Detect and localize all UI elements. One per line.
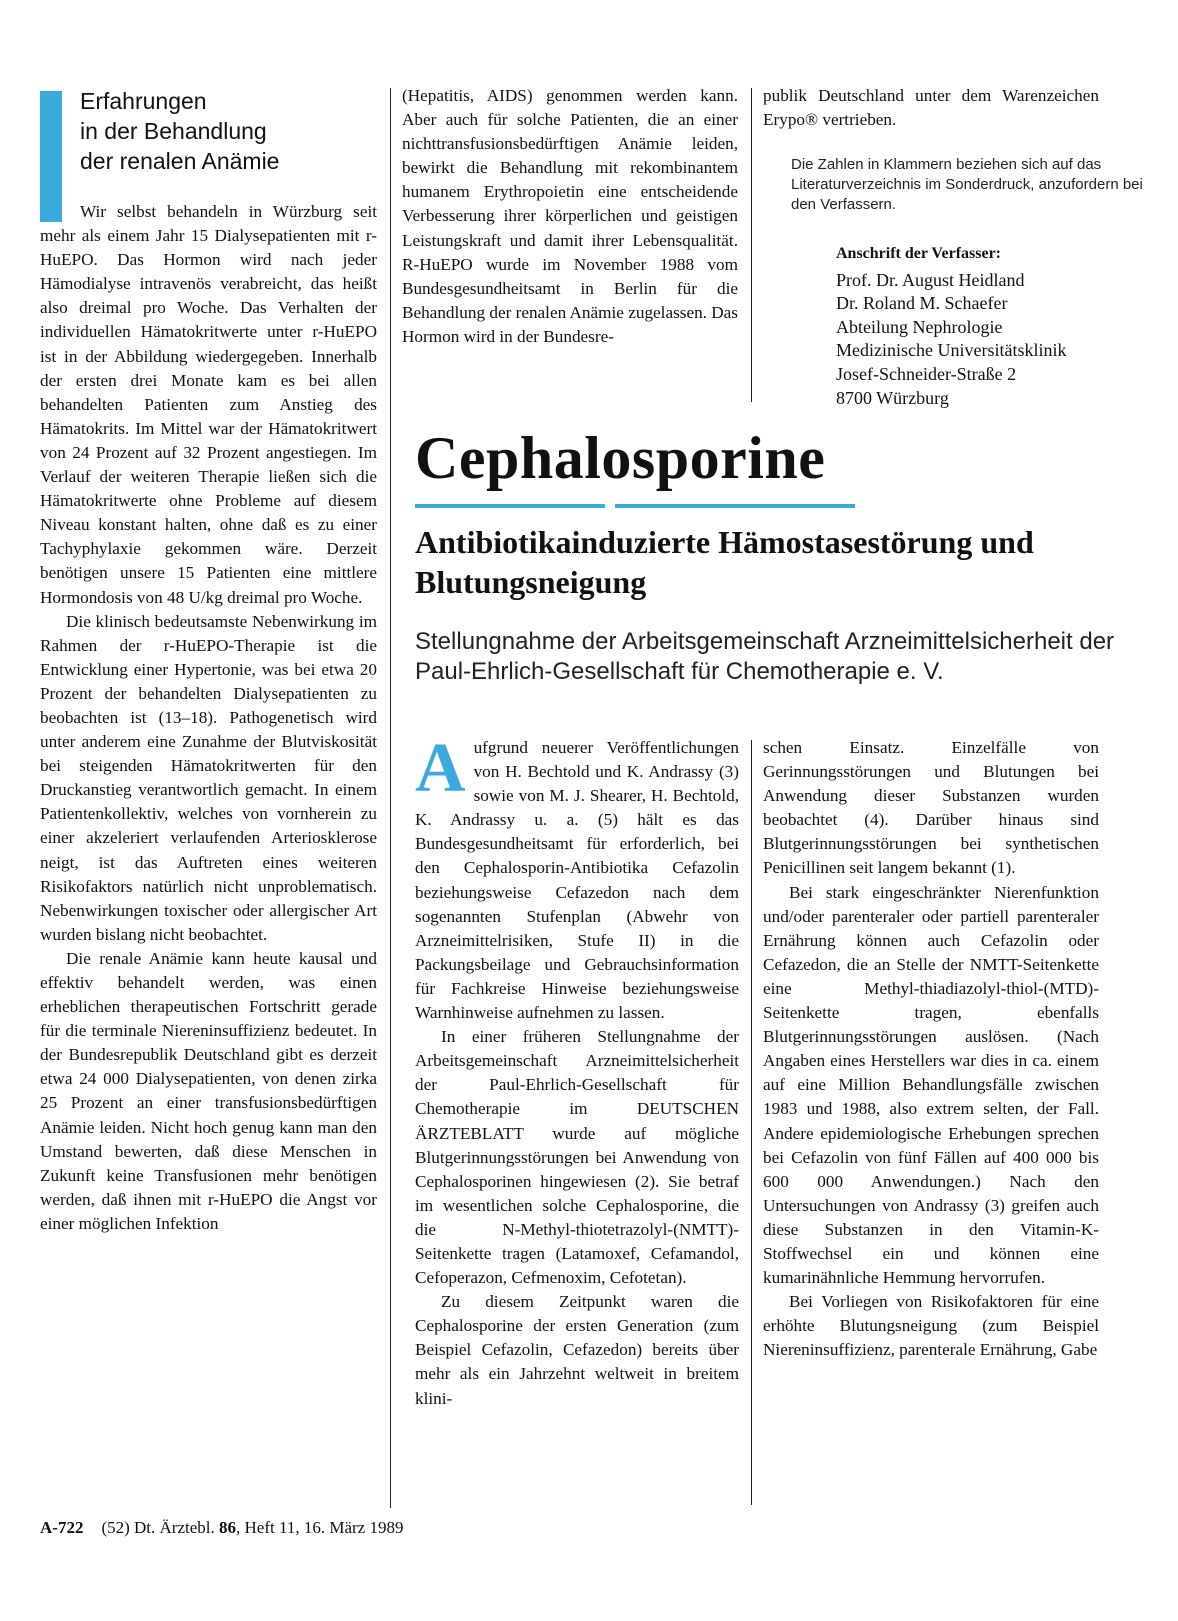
column-rule-1 [390,88,391,1508]
page-footer [40,1518,403,1538]
article-statement: Stellungnahme der Arbeitsgemeinschaft Arzneimittelsicherheit der Paul-Ehrlich-Gesellschaft für Chemotherapie e. V. [415,628,1115,685]
article-paragraph-4: schen Einsatz. Einzelfälle von Gerinnungsstörungen und Blutungen bei Anwendung dieser Substanzen wurden beobachtet (4). Darüber hinaus sind Blutgerinnungsstörungen bei synthetischen Penicillinen seit langem bekannt (1). [763,738,1099,878]
address-line: Prof. Dr. August Heidland [836,269,1025,290]
column-rule-3 [751,740,752,1505]
article-paragraph-3: Zu diesem Zeitpunkt waren die Cephalosporine der ersten Generation (zum Beispiel Cefazolin, Cefazedon) bereits über mehr als ein Jahrzehnt weltweit in breitem klini- [415,1292,739,1408]
article-column-right [763,736,1099,1362]
article-title: Cephalosporine [415,425,826,491]
article-column-left [415,730,739,1411]
author-address [836,242,1156,410]
col1-paragraph-3: Die renale Anämie kann heute kausal und effektiv behandelt werden, was einen erheblichen therapeutischen Fortschritt gerade für die terminale Niereninsuffizienz bedeutet. In der Bundesrepublik Deutschland gibt es derzeit etwa 24 000 Dialysepatienten, von denen zirka 25 Prozent an einer transfusionsbedürftigen Anämie leiden. Nicht hoch genug kann man den Umstand bewerten, daß diese Menschen in Zukunft keine Transfusionen mehr benötigen werden, daß ihnen mit r-HuEPO die Angst vor einer möglichen Infektion [40,948,377,1233]
col1-paragraph-1: Wir selbst behandeln in Würzburg seit mehr als einem Jahr 15 Dialysepatienten mit r-HuEPO. Das Hormon wird nach jeder Hämodialyse intravenös verabreicht, das heißt also dreimal pro Woche. Das Verhalten der individuellen Hämatokritwerte unter r-HuEPO ist in der Abbildung wiedergegeben. Innerhalb der ersten drei Monate kam es bei allen behandelten Patienten zum Anstieg des Hämatokrits. Im Mittel war der Hämatokritwert von 24 Prozent auf 32 Prozent angestiegen. Im Verlauf der weiteren Therapie ließen sich die Hämatokritwerte ohne Probleme auf diesem Niveau konstant halten, ohne daß es zu einer Tachyphylaxie gekommen wäre. Derzeit benötigen unsere 15 Patienten eine mittlere Hormondosis von 48 U/kg dreimal pro Woche. [40,202,377,607]
footer-volume: 86 [219,1518,237,1537]
column-middle-top [402,84,738,349]
column-rule-2 [751,88,752,402]
footer-citation-pre: (52) Dt. Ärztebl. [101,1518,215,1537]
title-underline-2 [615,504,855,508]
title-underline-1 [415,504,605,508]
address-heading: Anschrift der Verfasser: [836,245,1002,262]
address-line: Abteilung Nephrologie [836,316,1003,337]
footer-citation-post: , Heft 11, 16. März 1989 [236,1518,404,1537]
page-number: A-722 [40,1518,84,1537]
address-line: Dr. Roland M. Schaefer [836,293,1008,314]
article-subtitle: Antibiotikainduzierte Hämostasestörung und Blutungsneigung [415,524,1034,600]
article-paragraph-5: Bei stark eingeschränkter Nierenfunktion und/oder parenteraler oder partiell parenteraler Ernährung können auch Cefazolin oder Cefazedon, die an Stelle der NMTT-Seitenkette eine Methyl-thiadiazolyl-thiol-(MTD)-Seitenkette tragen, ebenfalls Blutgerinnungsstörungen auslösen. (Nach Angaben eines Herstellers war dies in ca. einem auf eine Million Behandlungsfälle zwischen 1983 und 1988, also extrem selten, der Fall. Andere epidemiologische Erhebungen sprechen bei Cefazolin von fünf Fällen auf 400 000 bis 600 000 Anwendungen.) Nach den Untersuchungen von Andrassy (3) greifen auch diese Substanzen in den Vitamin-K-Stoffwechsel ein und können eine kumarinähnliche Hemmung hervorrufen. [763,882,1099,1288]
address-line: Josef-Schneider-Straße 2 [836,363,1017,384]
article-paragraph-1-text: ufgrund neuerer Veröffentlichungen von H. Bechtold und K. Andrassy (3) sowie von M. J. Shearer, H. Bechtold, K. Andrassy u. a. (5) hält es das Bundesgesundheitsamt für erforderlich, bei den Cephalosporin-Antibiotika Cefazolin beziehungsweise Cefazedon nach dem sogenannten Stufenplan (Abwehr von Arzneimittelrisiken, Stufe II) in die Packungsbeilage und Gebrauchsinformation für Fachkreise Hinweise beziehungsweise Warnhinweise aufnehmen zu lassen. [415,738,739,1023]
col3-paragraph: publik Deutschland unter dem Warenzeichen Erypo® vertrieben. [763,86,1099,130]
address-line: Medizinische Universitätsklinik [836,340,1067,361]
col1-paragraph-2: Die klinisch bedeutsamste Nebenwirkung im Rahmen der r-HuEPO-Therapie ist die Entwicklung einer Hypertonie, was bei etwa 20 Prozent der behandelten Dialysepatienten zu beobachten ist (13–18). Pathogenetisch wird unter anderem eine Zunahme der Blutviskosität bei steigenden Hämatokritwerten für den Druckanstieg verantwortlich gemacht. In einem Patientenkollektiv, welches von vornherein zu einer akzeleriert verlaufenden Arteriosklerose neigt, ist das Auftreten eines weiteren Risikofaktors natürlich nicht unproblematisch. Nebenwirkungen toxischer oder allergischer Art wurden bislang nicht beobachtet. [40,611,377,944]
col2-paragraph: (Hepatitis, AIDS) genommen werden kann. Aber auch für solche Patienten, die an einer nichttransfusionsbedürftigen Anämie leiden, bewirkt die Behandlung mit rekombinantem humanem Erythropoietin eine entscheidende Verbesserung ihrer körperlichen und geistigen Leistungskraft und damit ihrer Lebensqualität. R-HuEPO wurde im November 1988 vom Bundesgesundheitsamt in Berlin für die Behandlung der renalen Anämie zugelassen. Das Hormon wird in der Bundesre- [402,86,738,346]
references-note: Die Zahlen in Klammern beziehen sich auf das Literaturverzeichnis im Sonderdruck, anzufordern bei den Verfassern. [791,156,1143,213]
article-paragraph-1 [415,730,739,1025]
article-paragraph-2: In einer früheren Stellungnahme der Arbeitsgemeinschaft Arzneimittelsicherheit der Paul-Ehrlich-Gesellschaft für Chemotherapie im DEUTSCHEN ÄRZTEBLATT wurde auf mögliche Blutgerinnungsstörungen bei Anwendung von Cephalosporinen hingewiesen (2). Sie betraf im wesentlichen solche Cephalosporine, die die N-Methyl-thiotetrazolyl-(NMTT)-Seitenkette tragen (Latamoxef, Cefamandol, Cefoperazon, Cefmenoxim, Cefotetan). [415,1027,739,1288]
column-left [40,200,377,1236]
sidebar-title: Erfahrungen in der Behandlung der renalen Anämie [80,88,280,174]
article-paragraph-6: Bei Vorliegen von Risikofaktoren für eine erhöhte Blutungsneigung (zum Beispiel Niereninsuffizienz, parenterale Ernährung, Gabe [763,1292,1099,1360]
address-line: 8700 Würzburg [836,387,949,408]
column-right-top [763,84,1099,132]
drop-cap: A [415,730,466,807]
